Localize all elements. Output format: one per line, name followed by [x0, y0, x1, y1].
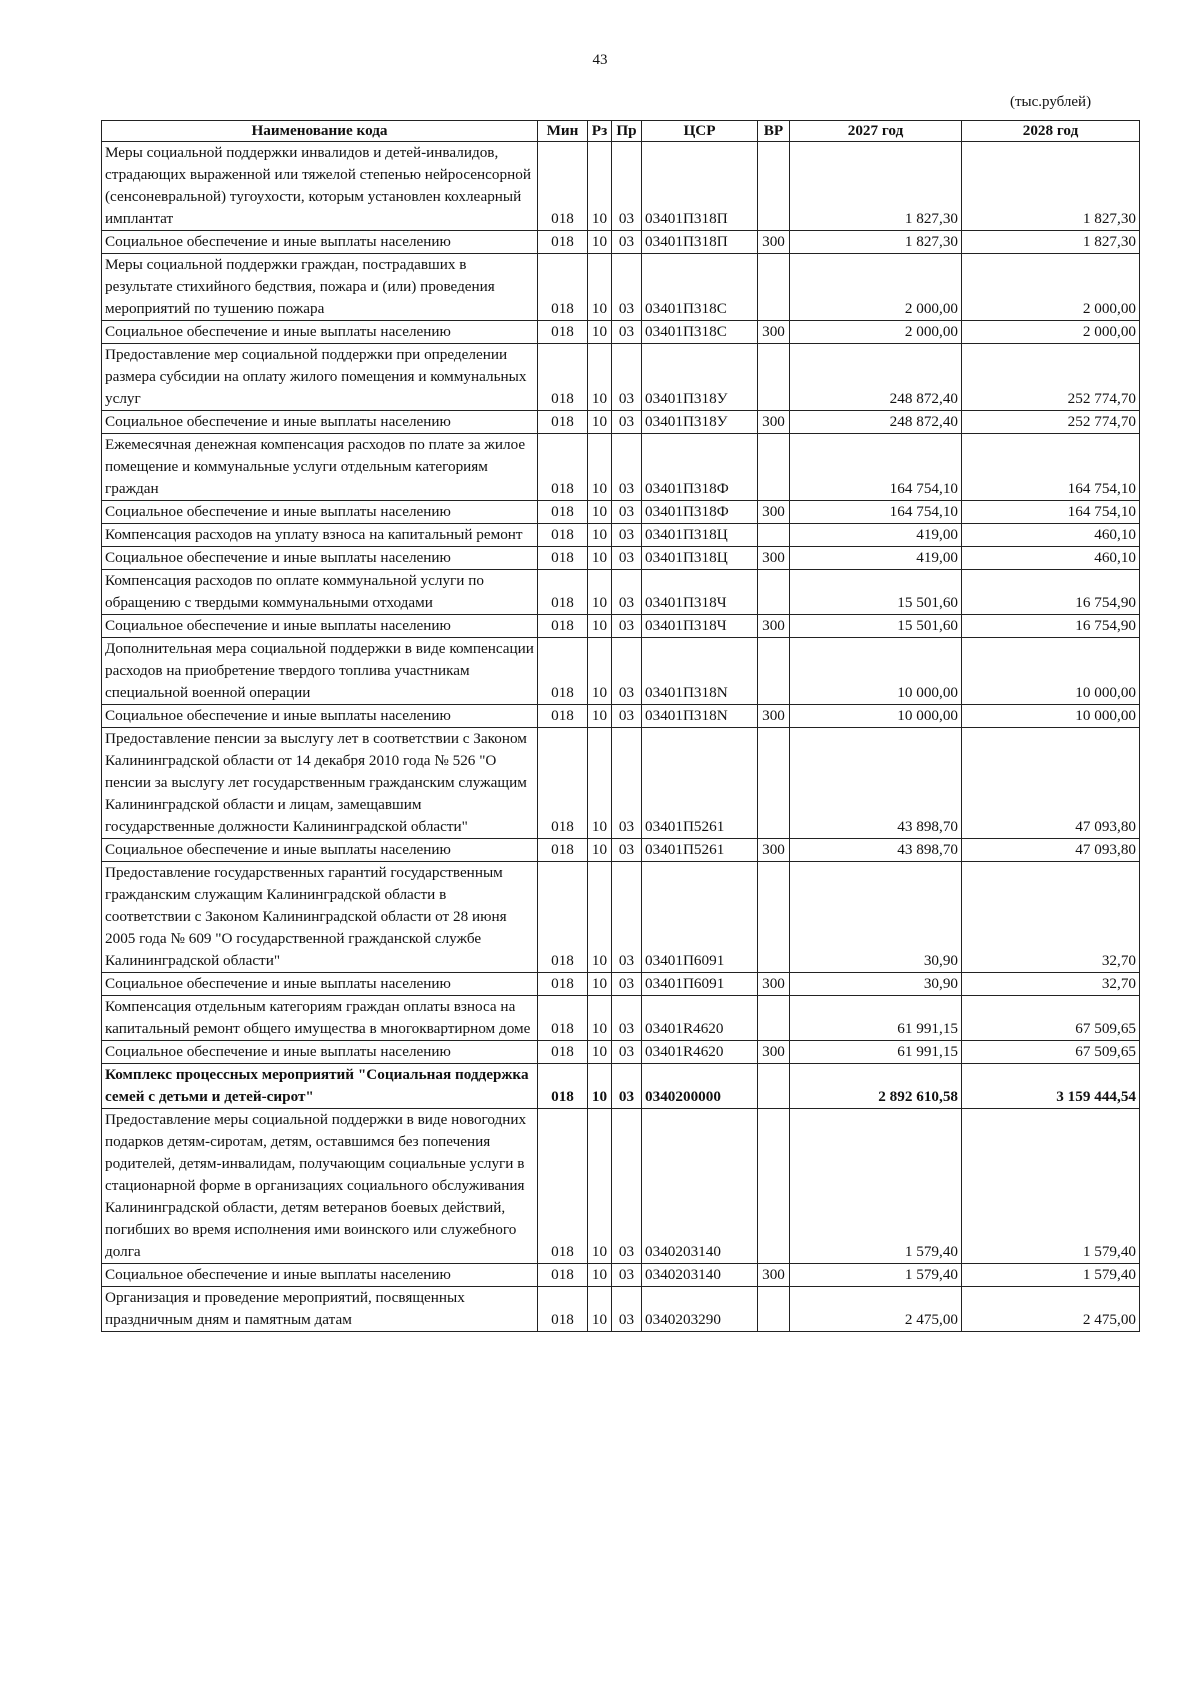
table-row	[102, 524, 1140, 547]
cell-2028: 32,70	[962, 862, 1140, 973]
cell-2027: 1 579,40	[790, 1264, 962, 1287]
cell-2027: 61 991,15	[790, 1041, 962, 1064]
cell-min: 018	[538, 862, 588, 973]
cell-min: 018	[538, 434, 588, 501]
page-number: 43	[592, 52, 608, 68]
cell-2028: 16 754,90	[962, 615, 1140, 638]
cell-2027: 30,90	[790, 973, 962, 996]
cell-2028: 252 774,70	[962, 344, 1140, 411]
cell-name: Ежемесячная денежная компенсация расходов по плате за жилое помещение и коммунальные услуги отдельным категориям граждан	[102, 434, 538, 501]
cell-2028: 47 093,80	[962, 728, 1140, 839]
cell-2027: 43 898,70	[790, 728, 962, 839]
table-row	[102, 1064, 1140, 1109]
cell-pr: 03	[612, 344, 642, 411]
cell-2027: 1 579,40	[790, 1109, 962, 1264]
table-row	[102, 1287, 1140, 1332]
cell-rz: 10	[588, 996, 612, 1041]
cell-rz: 10	[588, 1041, 612, 1064]
cell-csr: 03401П318Ч	[642, 570, 758, 615]
cell-2027: 10 000,00	[790, 638, 962, 705]
cell-csr: 03401П318Ф	[642, 501, 758, 524]
cell-rz: 10	[588, 344, 612, 411]
cell-vr: 300	[758, 547, 790, 570]
cell-vr	[758, 254, 790, 321]
cell-name: Организация и проведение мероприятий, посвященных праздничным дням и памятным датам	[102, 1287, 538, 1332]
cell-2028: 67 509,65	[962, 1041, 1140, 1064]
cell-name: Дополнительная мера социальной поддержки в виде компенсации расходов на приобретение твердого топлива участникам специальной военной операции	[102, 638, 538, 705]
cell-vr: 300	[758, 1041, 790, 1064]
cell-rz: 10	[588, 705, 612, 728]
cell-csr: 03401П318Ф	[642, 434, 758, 501]
cell-name: Социальное обеспечение и иные выплаты населению	[102, 231, 538, 254]
cell-vr	[758, 728, 790, 839]
table-row	[102, 254, 1140, 321]
unit-note: (тыс.рублей)	[1010, 94, 1092, 110]
cell-2027: 43 898,70	[790, 839, 962, 862]
cell-rz: 10	[588, 615, 612, 638]
cell-name: Социальное обеспечение и иные выплаты населению	[102, 547, 538, 570]
cell-pr: 03	[612, 862, 642, 973]
cell-2027: 30,90	[790, 862, 962, 973]
cell-vr	[758, 638, 790, 705]
cell-csr: 03401П6091	[642, 862, 758, 973]
table-row	[102, 501, 1140, 524]
cell-pr: 03	[612, 142, 642, 231]
cell-csr: 0340203140	[642, 1264, 758, 1287]
cell-vr: 300	[758, 321, 790, 344]
cell-rz: 10	[588, 1287, 612, 1332]
cell-pr: 03	[612, 411, 642, 434]
cell-csr: 03401П318У	[642, 411, 758, 434]
cell-rz: 10	[588, 501, 612, 524]
cell-csr: 03401П318П	[642, 142, 758, 231]
cell-min: 018	[538, 254, 588, 321]
cell-name: Компенсация расходов на уплату взноса на капитальный ремонт	[102, 524, 538, 547]
cell-csr: 03401R4620	[642, 1041, 758, 1064]
cell-pr: 03	[612, 1264, 642, 1287]
cell-csr: 0340203290	[642, 1287, 758, 1332]
cell-name: Предоставление меры социальной поддержки в виде новогодних подарков детям-сиротам, детям, оставшимся без попечения родителей, детям-инвалидам, получающим социальные услуги в стационарной форме в организациях социального обслуживания Калининградской области, детям ветеранов боевых действий, погибших во время исполнения ими воинского или служебного долга	[102, 1109, 538, 1264]
cell-rz: 10	[588, 524, 612, 547]
header-pr: Пр	[612, 121, 642, 142]
cell-name: Меры социальной поддержки граждан, пострадавших в результате стихийного бедствия, пожара и (или) проведения мероприятий по тушению пожара	[102, 254, 538, 321]
table-row	[102, 344, 1140, 411]
cell-vr	[758, 524, 790, 547]
cell-vr	[758, 862, 790, 973]
cell-rz: 10	[588, 839, 612, 862]
cell-vr	[758, 1064, 790, 1109]
cell-rz: 10	[588, 411, 612, 434]
cell-name: Социальное обеспечение и иные выплаты населению	[102, 615, 538, 638]
cell-csr: 03401П5261	[642, 728, 758, 839]
cell-pr: 03	[612, 615, 642, 638]
cell-csr: 03401П6091	[642, 973, 758, 996]
cell-min: 018	[538, 996, 588, 1041]
cell-name: Социальное обеспечение и иные выплаты населению	[102, 973, 538, 996]
table-row	[102, 321, 1140, 344]
cell-min: 018	[538, 1109, 588, 1264]
cell-vr	[758, 1109, 790, 1264]
cell-2028: 1 579,40	[962, 1109, 1140, 1264]
cell-rz: 10	[588, 570, 612, 615]
table-row	[102, 434, 1140, 501]
cell-csr: 03401R4620	[642, 996, 758, 1041]
cell-rz: 10	[588, 1264, 612, 1287]
header-min: Мин	[538, 121, 588, 142]
cell-2028: 164 754,10	[962, 501, 1140, 524]
cell-min: 018	[538, 839, 588, 862]
cell-pr: 03	[612, 547, 642, 570]
cell-pr: 03	[612, 231, 642, 254]
cell-min: 018	[538, 231, 588, 254]
cell-csr: 03401П318Ц	[642, 547, 758, 570]
cell-pr: 03	[612, 1287, 642, 1332]
cell-pr: 03	[612, 1064, 642, 1109]
cell-2028: 1 827,30	[962, 231, 1140, 254]
cell-name: Комплекс процессных мероприятий "Социальная поддержка семей с детьми и детей-сирот"	[102, 1064, 538, 1109]
header-name: Наименование кода	[102, 121, 538, 142]
cell-2027: 2 000,00	[790, 254, 962, 321]
header-csr: ЦСР	[642, 121, 758, 142]
cell-min: 018	[538, 321, 588, 344]
cell-rz: 10	[588, 547, 612, 570]
cell-name: Предоставление государственных гарантий государственным гражданским служащим Калининградской области в соответствии с Законом Калининградской области от 28 июня 2005 года № 609 "О государственной гражданской службе Калининградской области"	[102, 862, 538, 973]
cell-vr: 300	[758, 501, 790, 524]
cell-2027: 248 872,40	[790, 344, 962, 411]
cell-vr: 300	[758, 231, 790, 254]
table-row	[102, 142, 1140, 231]
cell-pr: 03	[612, 501, 642, 524]
cell-min: 018	[538, 570, 588, 615]
cell-2028: 1 579,40	[962, 1264, 1140, 1287]
table-row	[102, 231, 1140, 254]
cell-vr: 300	[758, 615, 790, 638]
cell-min: 018	[538, 705, 588, 728]
cell-vr: 300	[758, 973, 790, 996]
cell-vr	[758, 996, 790, 1041]
table-row	[102, 547, 1140, 570]
cell-2028: 252 774,70	[962, 411, 1140, 434]
cell-csr: 03401П318N	[642, 638, 758, 705]
cell-name: Социальное обеспечение и иные выплаты населению	[102, 1264, 538, 1287]
cell-rz: 10	[588, 973, 612, 996]
cell-pr: 03	[612, 321, 642, 344]
cell-2027: 15 501,60	[790, 615, 962, 638]
cell-2027: 164 754,10	[790, 434, 962, 501]
cell-2028: 2 475,00	[962, 1287, 1140, 1332]
cell-vr	[758, 570, 790, 615]
cell-min: 018	[538, 501, 588, 524]
cell-2028: 2 000,00	[962, 321, 1140, 344]
cell-csr: 03401П318П	[642, 231, 758, 254]
cell-2028: 16 754,90	[962, 570, 1140, 615]
table-header-row	[102, 121, 1140, 142]
cell-name: Социальное обеспечение и иные выплаты населению	[102, 501, 538, 524]
cell-rz: 10	[588, 638, 612, 705]
table-row	[102, 638, 1140, 705]
cell-name: Компенсация расходов по оплате коммунальной услуги по обращению с твердыми коммунальными отходами	[102, 570, 538, 615]
cell-vr: 300	[758, 705, 790, 728]
cell-min: 018	[538, 638, 588, 705]
cell-2027: 164 754,10	[790, 501, 962, 524]
table-row	[102, 728, 1140, 839]
cell-min: 018	[538, 1264, 588, 1287]
cell-min: 018	[538, 142, 588, 231]
cell-rz: 10	[588, 231, 612, 254]
cell-vr	[758, 434, 790, 501]
table-row	[102, 705, 1140, 728]
cell-2028: 10 000,00	[962, 705, 1140, 728]
cell-pr: 03	[612, 638, 642, 705]
cell-2028: 2 000,00	[962, 254, 1140, 321]
cell-2027: 2 475,00	[790, 1287, 962, 1332]
cell-name: Социальное обеспечение и иные выплаты населению	[102, 705, 538, 728]
cell-rz: 10	[588, 728, 612, 839]
cell-min: 018	[538, 728, 588, 839]
cell-vr: 300	[758, 839, 790, 862]
cell-pr: 03	[612, 839, 642, 862]
table-row	[102, 1109, 1140, 1264]
cell-2028: 3 159 444,54	[962, 1064, 1140, 1109]
cell-2028: 47 093,80	[962, 839, 1140, 862]
cell-min: 018	[538, 615, 588, 638]
cell-pr: 03	[612, 973, 642, 996]
cell-2028: 10 000,00	[962, 638, 1140, 705]
table-row	[102, 862, 1140, 973]
cell-2027: 2 892 610,58	[790, 1064, 962, 1109]
cell-name: Предоставление мер социальной поддержки при определении размера субсидии на оплату жилого помещения и коммунальных услуг	[102, 344, 538, 411]
cell-2028: 164 754,10	[962, 434, 1140, 501]
cell-vr	[758, 142, 790, 231]
cell-min: 018	[538, 547, 588, 570]
cell-2027: 15 501,60	[790, 570, 962, 615]
cell-2028: 67 509,65	[962, 996, 1140, 1041]
cell-min: 018	[538, 973, 588, 996]
table-row	[102, 1264, 1140, 1287]
cell-vr: 300	[758, 1264, 790, 1287]
cell-2027: 2 000,00	[790, 321, 962, 344]
table-row	[102, 1041, 1140, 1064]
cell-rz: 10	[588, 862, 612, 973]
cell-2027: 10 000,00	[790, 705, 962, 728]
table-row	[102, 411, 1140, 434]
cell-rz: 10	[588, 321, 612, 344]
cell-2028: 32,70	[962, 973, 1140, 996]
cell-pr: 03	[612, 254, 642, 321]
cell-min: 018	[538, 411, 588, 434]
header-2027: 2027 год	[790, 121, 962, 142]
cell-name: Социальное обеспечение и иные выплаты населению	[102, 411, 538, 434]
cell-2027: 248 872,40	[790, 411, 962, 434]
cell-2027: 1 827,30	[790, 231, 962, 254]
cell-min: 018	[538, 524, 588, 547]
cell-csr: 03401П318N	[642, 705, 758, 728]
header-rz: Рз	[588, 121, 612, 142]
cell-csr: 03401П318С	[642, 254, 758, 321]
cell-pr: 03	[612, 434, 642, 501]
cell-2027: 419,00	[790, 524, 962, 547]
cell-rz: 10	[588, 142, 612, 231]
cell-pr: 03	[612, 570, 642, 615]
cell-name: Социальное обеспечение и иные выплаты населению	[102, 1041, 538, 1064]
cell-name: Компенсация отдельным категориям граждан оплаты взноса на капитальный ремонт общего имущества в многоквартирном доме	[102, 996, 538, 1041]
cell-pr: 03	[612, 524, 642, 547]
cell-rz: 10	[588, 434, 612, 501]
cell-csr: 0340200000	[642, 1064, 758, 1109]
cell-min: 018	[538, 1041, 588, 1064]
cell-pr: 03	[612, 996, 642, 1041]
table-row	[102, 570, 1140, 615]
cell-csr: 03401П318Ц	[642, 524, 758, 547]
table-row	[102, 839, 1140, 862]
cell-rz: 10	[588, 1109, 612, 1264]
cell-pr: 03	[612, 1041, 642, 1064]
cell-2027: 61 991,15	[790, 996, 962, 1041]
cell-csr: 03401П318С	[642, 321, 758, 344]
cell-rz: 10	[588, 254, 612, 321]
cell-min: 018	[538, 1064, 588, 1109]
cell-pr: 03	[612, 705, 642, 728]
cell-min: 018	[538, 1287, 588, 1332]
cell-min: 018	[538, 344, 588, 411]
table-row	[102, 615, 1140, 638]
cell-2027: 1 827,30	[790, 142, 962, 231]
cell-name: Меры социальной поддержки инвалидов и детей-инвалидов, страдающих выраженной или тяжелой степенью нейросенсорной (сенсоневральной) тугоухости, которым установлен кохлеарный имплантат	[102, 142, 538, 231]
cell-name: Социальное обеспечение и иные выплаты населению	[102, 321, 538, 344]
cell-vr: 300	[758, 411, 790, 434]
header-2028: 2028 год	[962, 121, 1140, 142]
cell-vr	[758, 1287, 790, 1332]
budget-table	[101, 120, 1140, 1332]
header-vr: ВР	[758, 121, 790, 142]
cell-2028: 1 827,30	[962, 142, 1140, 231]
cell-csr: 0340203140	[642, 1109, 758, 1264]
cell-csr: 03401П318Ч	[642, 615, 758, 638]
cell-name: Социальное обеспечение и иные выплаты населению	[102, 839, 538, 862]
cell-csr: 03401П318У	[642, 344, 758, 411]
cell-pr: 03	[612, 728, 642, 839]
table-body	[102, 142, 1140, 1332]
cell-rz: 10	[588, 1064, 612, 1109]
table-row	[102, 996, 1140, 1041]
cell-vr	[758, 344, 790, 411]
cell-2028: 460,10	[962, 547, 1140, 570]
cell-csr: 03401П5261	[642, 839, 758, 862]
cell-2028: 460,10	[962, 524, 1140, 547]
cell-name: Предоставление пенсии за выслугу лет в соответствии с Законом Калининградской области от 14 декабря 2010 года № 526 "О пенсии за выслугу лет государственным гражданским служащим Калининградской области и лицам, замещавшим государственные должности Калининградской области"	[102, 728, 538, 839]
table-row	[102, 973, 1140, 996]
cell-pr: 03	[612, 1109, 642, 1264]
cell-2027: 419,00	[790, 547, 962, 570]
